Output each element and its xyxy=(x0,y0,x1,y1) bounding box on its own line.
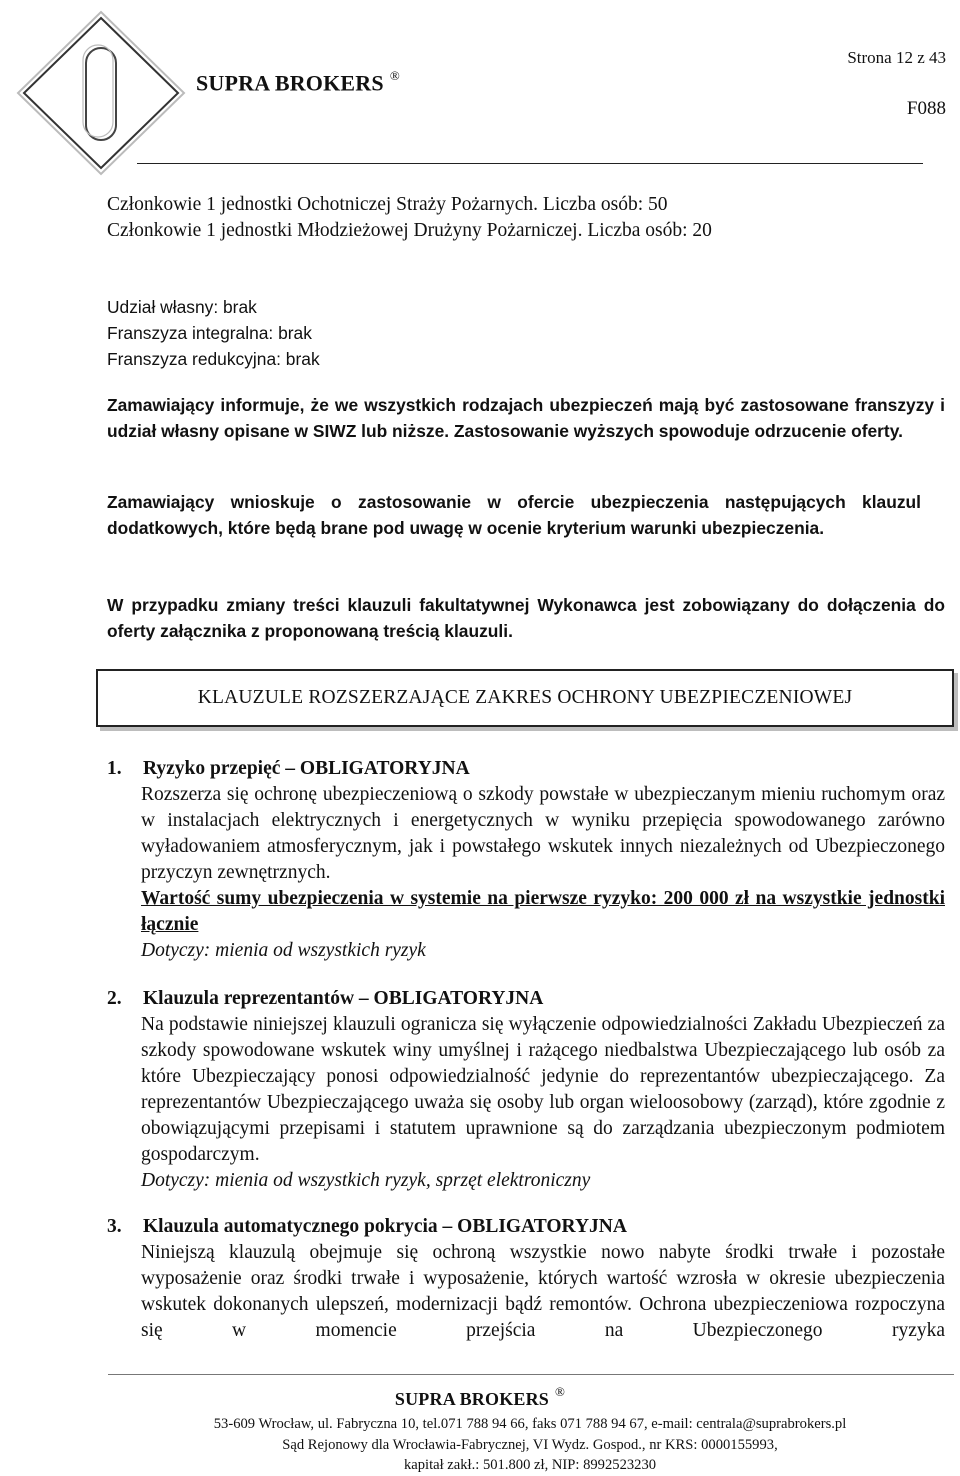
footer-address-line: 53-609 Wrocław, ul. Fabryczna 10, tel.071 788 94 66, faks 071 788 94 67, e-mail: centrala@suprabrokers.pl xyxy=(213,1416,847,1432)
clause-body xyxy=(141,1240,945,1344)
header-brand-name: SUPRA BROKERS xyxy=(196,70,384,96)
header-brand xyxy=(196,70,400,96)
clause-text: Niniejszą klauzulą obejmuje się ochroną wszystkie nowo nabyte środki trwałe i pozostałe wyposażenie oraz środki trwałe i wyposażenie, których wartość wzrosła w okresie ubezpieczenia wskutek dokonanych ulepszeń, modernizacji bądź remontów. Ochrona ubezpieczeniowa rozpoczyna się w momencie przejścia na Ubezpieczonego ryzyka xyxy=(141,1242,945,1341)
clause-change-paragraph: W przypadku zmiany treści klauzuli fakultatywnej Wykonawca jest zobowiązany do dołączenia do oferty załącznika z proponowaną treścią klauzuli. xyxy=(107,595,945,641)
clause-number: 3. xyxy=(107,1216,122,1237)
clause-name: Ryzyko przepięć – OBLIGATORYJNA xyxy=(143,758,470,779)
clauses-request-paragraph: Zamawiający wnioskuje o zastosowanie w ofercie ubezpieczenia następujących klauzul dodatkowych, które będą brane pod uwagę w ocenie kryterium warunki ubezpieczenia. xyxy=(107,492,921,538)
header-divider xyxy=(137,163,923,164)
deductible-line: Franszyza integralna: brak xyxy=(107,323,312,343)
page-number: Strona 12 z 43 xyxy=(847,48,946,67)
footer-brand xyxy=(0,1386,960,1410)
clause-applies-to: Dotyczy: mienia od wszystkich ryzyk xyxy=(141,940,426,961)
clause-applies-to: Dotyczy: mienia od wszystkich ryzyk, sprzęt elektroniczny xyxy=(141,1170,591,1191)
footer-capital-line: kapitał zakł.: 501.800 zł, NIP: 8992523230 xyxy=(403,1457,657,1473)
clause-name: Klauzula automatycznego pokrycia – OBLIGATORYJNA xyxy=(143,1216,627,1237)
clause-sum-insured: Wartość sumy ubezpieczenia w systemie na pierwsze ryzyko: 200 000 zł na wszystkie jednostki łącznie xyxy=(141,888,945,935)
clause-text: Rozszerza się ochronę ubezpieczeniową o szkody powstałe w ubezpieczanym mieniu ruchomym oraz w instalacjach elektrycznych i energetycznych w wyniku przepięcia spowodowanego zarówno wyładowaniem atmosferycznym, jak i powstałego wskutek innych niezależnych od Ubezpieczonego przyczyn zewnętrznych. xyxy=(141,784,945,883)
intro-line: Członkowie 1 jednostki Ochotniczej Straży Pożarnych. Liczba osób: 50 xyxy=(107,194,668,215)
intro-lines xyxy=(107,192,712,244)
section-heading-box xyxy=(96,669,954,727)
form-code: F088 xyxy=(906,98,946,119)
clause-title xyxy=(107,986,543,1012)
clause-title xyxy=(107,756,470,782)
clause-name: Klauzula reprezentantów – OBLIGATORYJNA xyxy=(143,988,544,1009)
registered-mark: ® xyxy=(555,1384,566,1399)
clause-number: 1. xyxy=(107,758,122,779)
intro-line: Członkowie 1 jednostki Młodzieżowej Drużyny Pożarniczej. Liczba osób: 20 xyxy=(107,220,712,241)
footer-registry-line: Sąd Rejonowy dla Wrocławia-Fabrycznej, VI Wydz. Gospod., nr KRS: 0000155993, xyxy=(282,1436,778,1453)
deductibles-list xyxy=(107,294,320,372)
clause-number: 2. xyxy=(107,988,122,1009)
clause-title xyxy=(107,1214,627,1240)
footer-brand-name: SUPRA BROKERS xyxy=(394,1389,550,1409)
footer-divider xyxy=(108,1374,954,1375)
clause-body xyxy=(141,1012,945,1194)
supra-brokers-logo-icon xyxy=(14,8,188,178)
deductibles-info-paragraph: Zamawiający informuje, że we wszystkich rodzajach ubezpieczeń mają być zastosowane franszyzy i udział własny opisane w SIWZ lub niższe. Zastosowanie wyższych spowoduje odrzucenie oferty. xyxy=(107,395,945,441)
section-heading: KLAUZULE ROZSZERZAJĄCE ZAKRES OCHRONY UBEZPIECZENIOWEJ xyxy=(197,687,853,708)
deductible-line: Udział własny: brak xyxy=(107,297,257,317)
clause-text: Na podstawie niniejszej klauzuli ogranicza się wyłączenie odpowiedzialności Zakładu Ubezpieczeń za szkody spowodowane wskutek winy umyślnej i rażącego niedbalstwa Ubezpieczającego lub osób za które Ubezpieczający ponosi odpowiedzialność jedynie do reprezentantów ubezpieczającego. Za reprezentantów Ubezpieczającego uważa się osoby lub organ wieloosobowy (zarząd), które zgodnie z obowiązującymi przepisami i statutem uprawnione są do zarządzania ubezpieczonym podmiotem gospodarczym. xyxy=(141,1014,945,1165)
clause-body xyxy=(141,782,945,964)
footer-company-info xyxy=(0,1414,960,1476)
deductible-line: Franszyza redukcyjna: brak xyxy=(107,349,320,369)
registered-mark: ® xyxy=(389,68,400,83)
